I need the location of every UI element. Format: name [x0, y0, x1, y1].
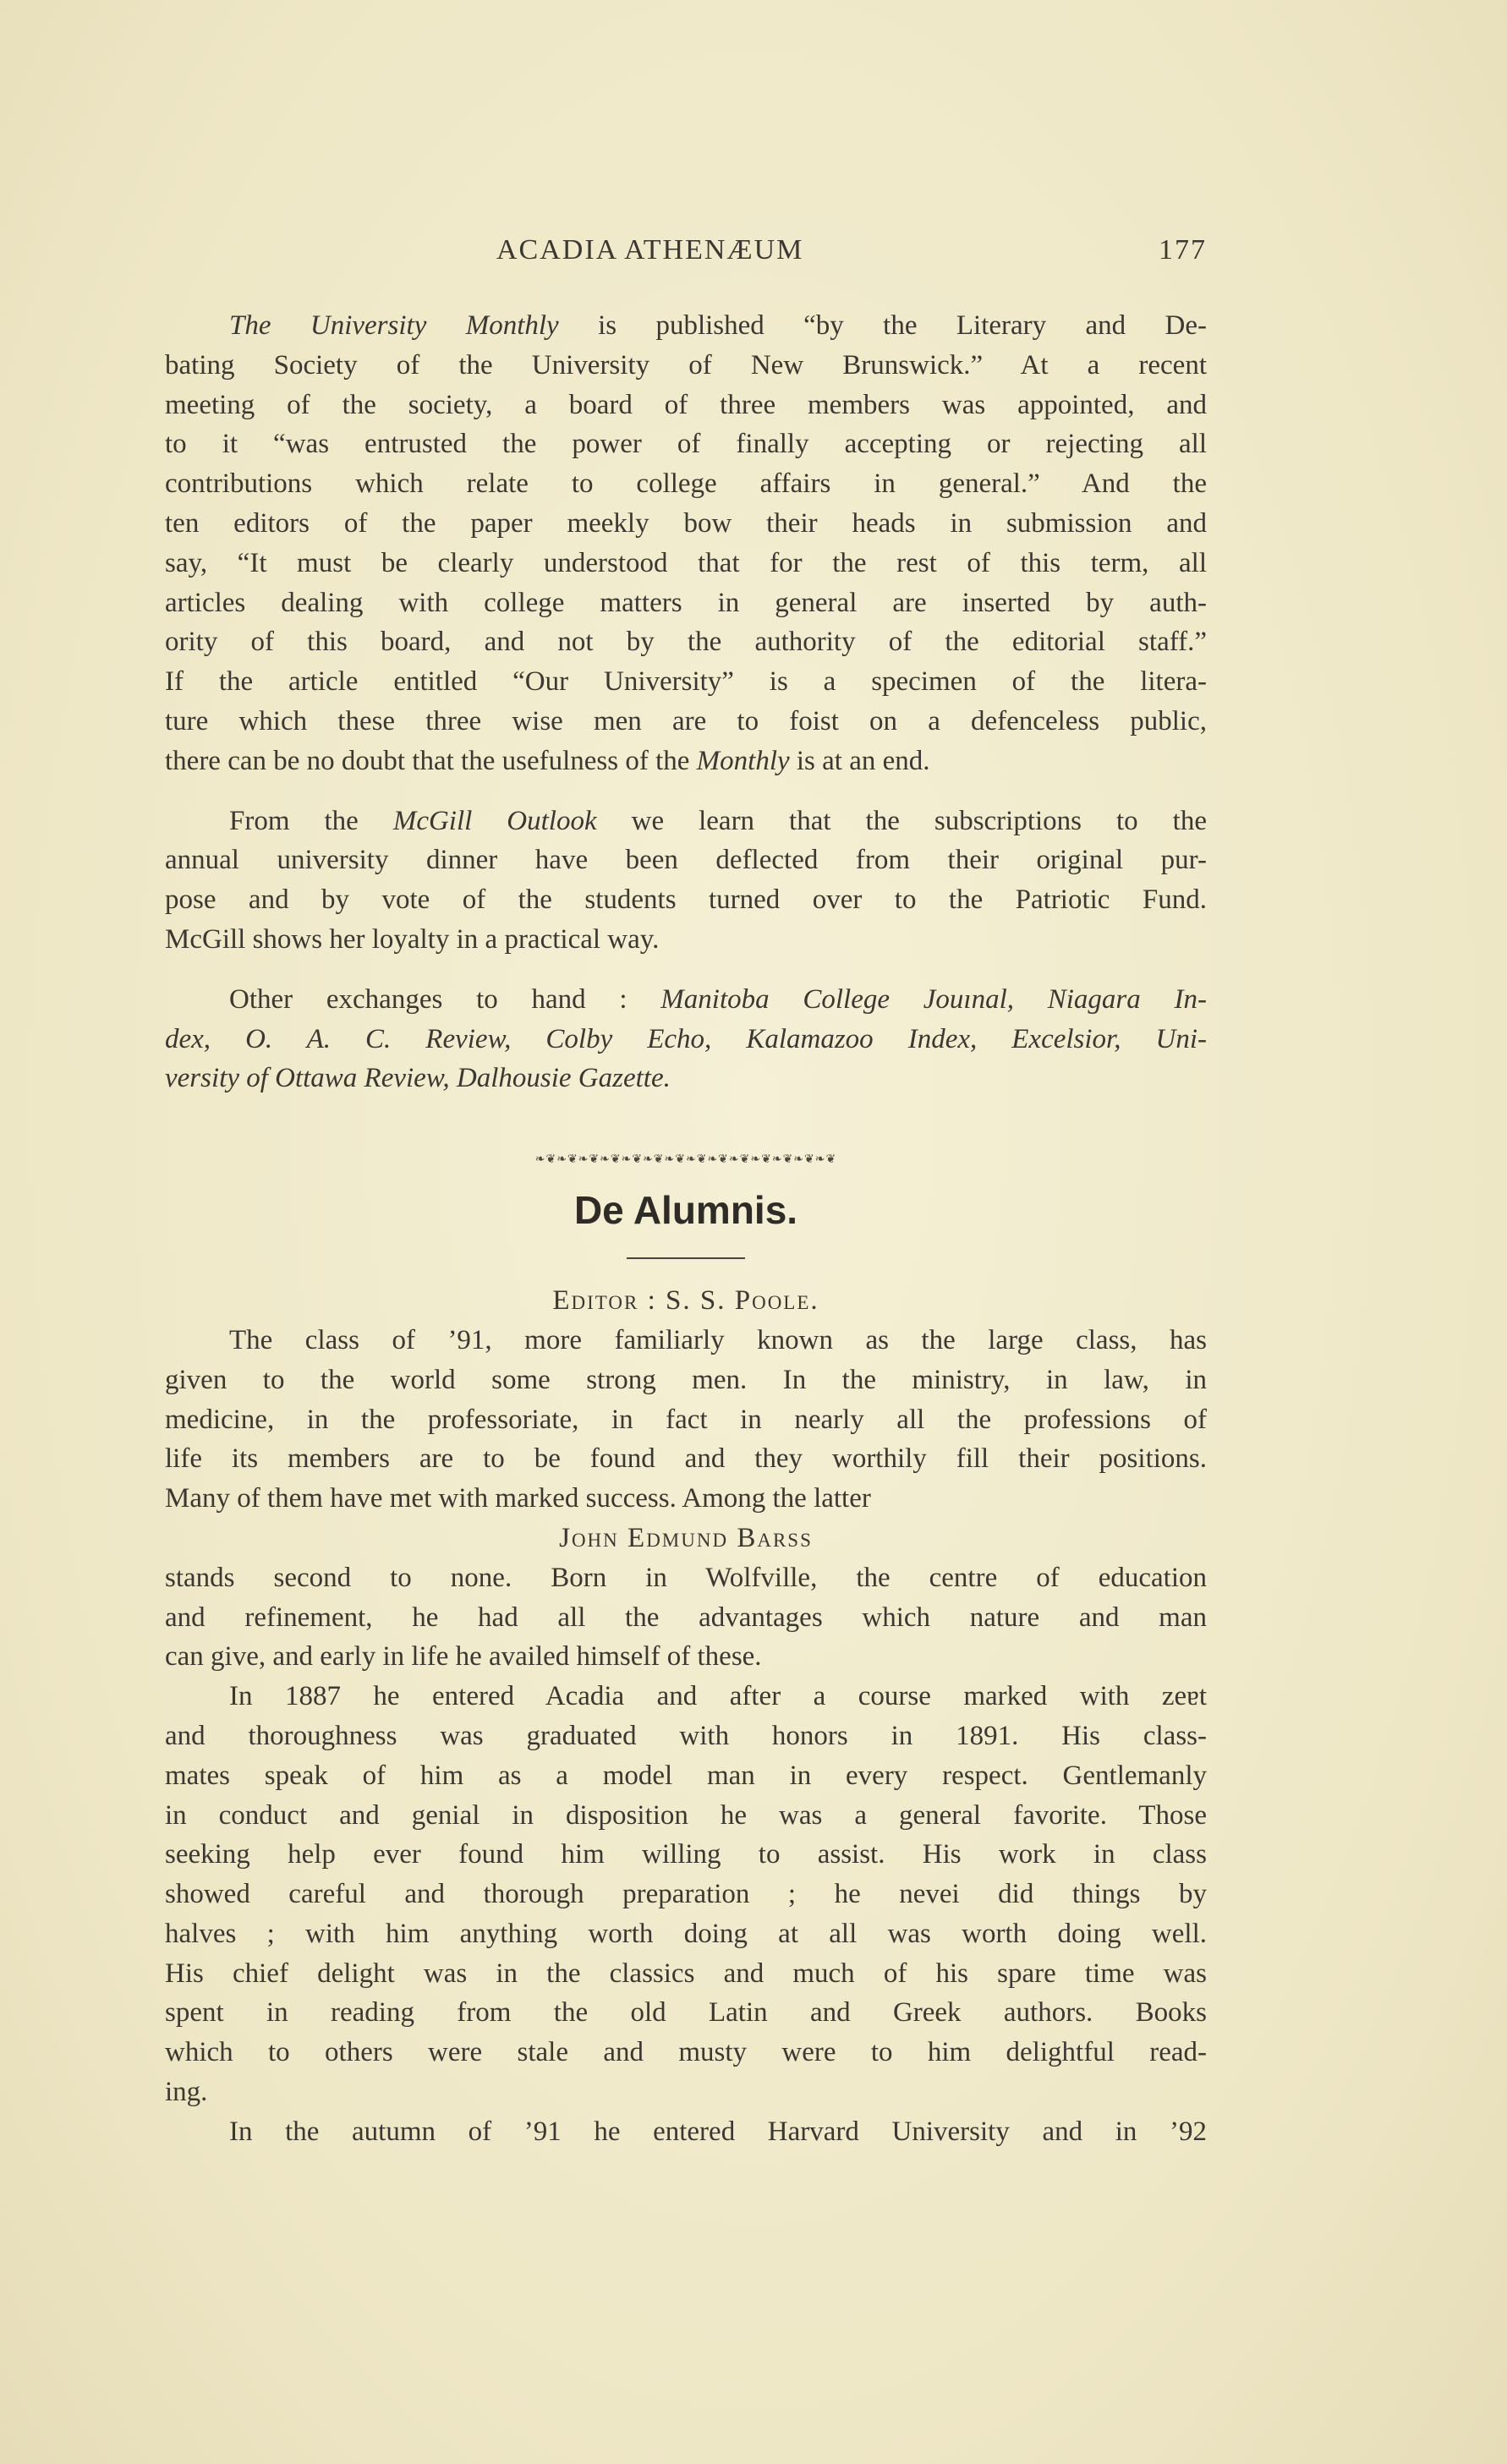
running-header — [165, 234, 1207, 277]
text-line: showed careful and thorough preparation ; he nevei did things by — [165, 1879, 1207, 1910]
text-line: halves ; with him anything worth doing at all was worth doing well. — [165, 1918, 1207, 1949]
text-line — [165, 742, 1207, 781]
text-fragment: From the — [229, 805, 393, 836]
text-line: contributions which relate to college affairs in general.” And the — [165, 468, 1207, 500]
text-line: and refinement, he had all the advantages which nature and man — [165, 1602, 1207, 1633]
text-line: mates speak of him as a model man in every respect. Gentlemanly — [165, 1760, 1207, 1791]
text-line: can give, and early in life he availed himself of these. — [165, 1641, 762, 1673]
text-fragment: Other exchanges to hand : — [229, 983, 661, 1015]
text-line: ority of this board, and not by the authority of the editorial staff.” — [165, 627, 1207, 658]
text-line: and thoroughness was graduated with honors in 1891. His class- — [165, 1720, 1207, 1751]
text-line: ture which these three wise men are to foist on a defenceless public, — [165, 705, 1207, 736]
text-line: meeting of the society, a board of three members was appointed, and — [165, 389, 1207, 420]
text-line: spent in reading from the old Latin and Greek authors. Books — [165, 1997, 1207, 2029]
text-line — [165, 802, 1207, 841]
text-fragment: is at an end. — [789, 745, 930, 776]
page-number: 177 — [1159, 234, 1207, 266]
publication-title: Monthly — [696, 745, 790, 776]
text-line: ten editors of the paper meekly bow their heads in submission and — [165, 507, 1207, 539]
paragraph-gap — [165, 781, 1207, 802]
text-line: The class of ’91, more familiarly known as the large class, has — [229, 1324, 1207, 1355]
title-rule — [627, 1257, 745, 1259]
text-line: in conduct and genial in disposition he was a general favorite. Those — [165, 1799, 1207, 1831]
exchange-paragraph-other — [165, 980, 1207, 1098]
exchange-paragraph-mcgill — [165, 802, 1207, 960]
text-line: If the article entitled “Our University” is a specimen of the litera- — [165, 666, 1207, 698]
text-line: ing. — [165, 2077, 208, 2108]
alumni-paragraph-barss-intro — [165, 1558, 1207, 1677]
text-line: articles dealing with college matters in general are inserted by auth- — [165, 587, 1207, 618]
text-line: annual university dinner have been deflected from their original pur- — [165, 845, 1207, 876]
paragraph-gap — [165, 960, 1207, 980]
text-line — [165, 1059, 1207, 1098]
text-fragment: we learn that the subscriptions to the — [596, 805, 1207, 836]
text-line: which to others were stale and musty were to him delightful read- — [165, 2037, 1207, 2068]
text-line: seeking help ever found him willing to assist. His work in class — [165, 1839, 1207, 1870]
text-line: life its members are to be found and they worthily fill their positions. — [165, 1443, 1207, 1475]
text-line: given to the world some strong men. In the ministry, in law, in — [165, 1364, 1207, 1395]
text-line — [165, 306, 1207, 346]
text-line: stands second to none. Born in Wolfville, the centre of education — [165, 1562, 1207, 1593]
text-line — [165, 1020, 1207, 1060]
text-line: pose and by vote of the students turned over to the Patriotic Fund. — [165, 884, 1207, 916]
publication-title: McGill Outlook — [392, 805, 597, 836]
section-title: De Alumnis. — [573, 1188, 798, 1233]
text-line: to it “was entrusted the power of finally accepting or rejecting all — [165, 429, 1207, 460]
text-line: His chief delight was in the classics and much of his spare time was — [165, 1958, 1207, 1989]
text-line: medicine, in the professoriate, in fact in nearly all the professions of — [165, 1404, 1207, 1435]
publication-list: Manitoba College Jouınal, Niagara In- — [660, 983, 1207, 1015]
publication-title: The University Monthly — [229, 310, 559, 341]
text-line: In the autumn of ’91 he entered Harvard University and in ’92 — [229, 2116, 1207, 2147]
publication-list: dex, O. A. C. Review, Colby Echo, Kalamazoo Index, Excelsior, Uni- — [165, 1023, 1207, 1054]
text-line: In 1887 he entered Acadia and after a course marked with zeɐt — [229, 1681, 1207, 1712]
text-fragment: there can be no doubt that the usefulness of the — [165, 745, 697, 776]
section-editor: Editor : S. S. Poole. — [552, 1285, 819, 1317]
text-fragment: is published “by the Literary and De- — [558, 310, 1207, 341]
text-line: bating Society of the University of New Brunswick.” At a recent — [165, 349, 1207, 381]
text-line: McGill shows her loyalty in a practical way. — [165, 923, 660, 955]
text-line — [165, 980, 1207, 1020]
exchange-paragraph-university-monthly — [165, 306, 1207, 781]
text-line: say, “It must be clearly understood that for the rest of this term, all — [165, 547, 1207, 578]
alumnus-name: John Edmund Barss — [559, 1522, 813, 1553]
alumni-paragraph-barss-acadia — [165, 1677, 1207, 2112]
alumni-paragraph-barss-harvard — [165, 2112, 1207, 2152]
page-body — [165, 306, 1207, 2152]
publication-list: versity of Ottawa Review, Dalhousie Gazette. — [165, 1063, 671, 1094]
decorative-ornament: ❧❦❧❦❧❦❧❦❧❦❧❦❧❦❧❦❧❦❧❦❧❦❧❦❧❦❧❦ — [534, 1153, 837, 1167]
text-line: Many of them have met with marked success. Among the latter — [165, 1483, 871, 1514]
alumni-paragraph-class-91 — [165, 1321, 1207, 1519]
running-title: ACADIA ATHENÆUM — [496, 234, 804, 266]
